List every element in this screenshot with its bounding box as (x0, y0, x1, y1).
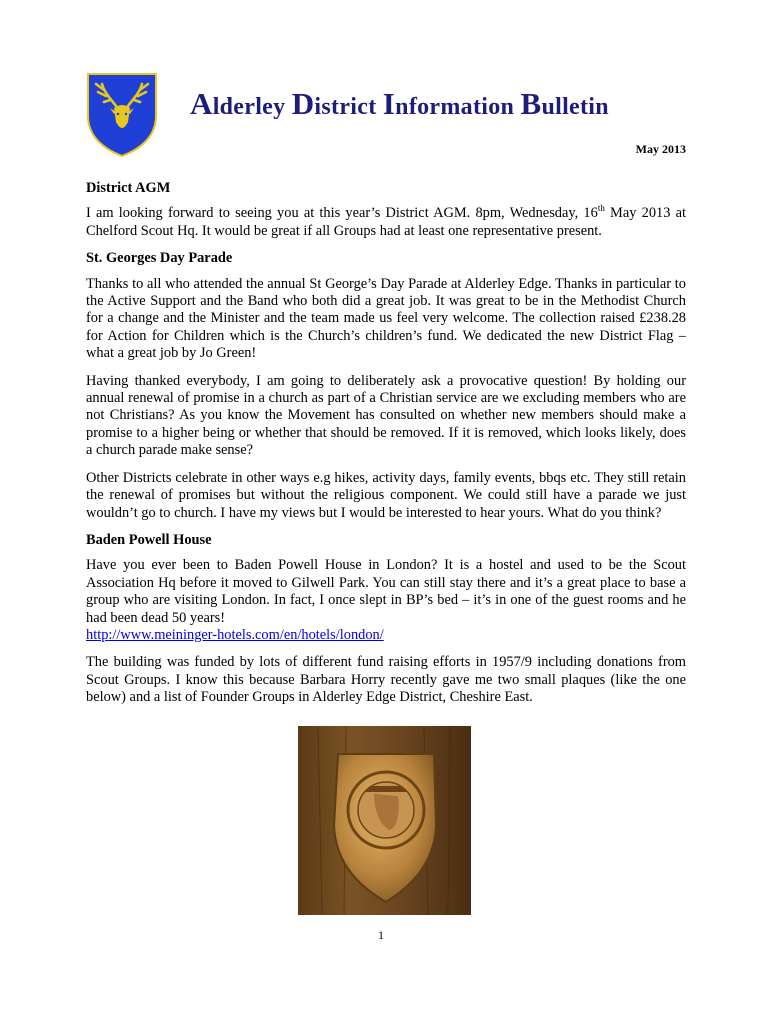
section-heading-agm: District AGM (86, 180, 171, 196)
section-heading-bph: Baden Powell House (86, 531, 212, 548)
ordinal-suffix: th (597, 203, 605, 214)
title-initial-a: A (190, 86, 213, 121)
title-word-district: istrict (314, 94, 383, 120)
title-initial-i: I (382, 86, 396, 121)
title-initial-b: B (520, 86, 542, 121)
title-word-alderley: lderley (212, 94, 292, 120)
title-initial-d: D (291, 86, 315, 121)
parade-paragraph-2: Having thanked everybody, I am going to deliberately ask a provocative question! By holding our annual renewal of promise in a church as part of a Christian service are we excluding members who are not Christians? As you know the Movement has consulted on whether new members should make a promise to a higher being or whether that should be removed. If it is removed, which looks likely, does a church parade make sense? (86, 372, 686, 459)
hostel-link[interactable]: http://www.meininger-hotels.com/en/hotels/london/ (86, 626, 384, 643)
title-word-bulletin: ulletin (541, 94, 609, 120)
district-logo (86, 72, 158, 158)
bulletin-body (86, 180, 686, 717)
agm-text-end: May 2013 at Chelford Scout Hq. It would be great if all Groups had at least one representative present. (86, 205, 686, 239)
bph-text: Have you ever been to Baden Powell House in London? It is a hostel and used to be the Scout Association Hq before it moved to Gilwell Park. You can still stay there and it’s a great place to base a group who are visiting London. In fact, I once slept in BP’s bed – it’s in one of the guest rooms and he had been dead 50 years! (86, 557, 686, 626)
baden-powell-plaque-photo (298, 726, 471, 915)
parade-paragraph-3: Other Districts celebrate in other ways e.g hikes, activity days, family events, bbqs etc. They still retain the renewal of promises but without the religious component. We could still have a parade we just wouldn’t go to church. I have my views but I would be interested to hear yours. What do you think? (86, 469, 686, 521)
section-heading-parade: St. Georges Day Parade (86, 250, 233, 267)
bulletin-date: May 2013 (635, 142, 686, 156)
bph-paragraph-2: The building was funded by lots of different fund raising efforts in 1957/9 including donations from Scout Groups. I know this because Barbara Horry recently gave me two small plaques (like the one below) and a list of Founder Groups in Alderley Edge District, Cheshire East. (86, 654, 686, 706)
bulletin-title (190, 86, 609, 122)
agm-paragraph (86, 205, 686, 240)
bph-paragraph-1 (86, 557, 686, 644)
title-word-information: nformation (395, 94, 521, 120)
parade-paragraph-1: Thanks to all who attended the annual St George’s Day Parade at Alderley Edge. Thanks in particular to the Active Support and the Band who both did a great job. It was great to be in the Methodist Church for a change and the Minister and the team made us feel very welcome. The collection raised £238.28 for Action for Children which is the Church’s children’s fund. We dedicated the new District Flag – what a great job by Jo Green! (86, 275, 686, 362)
agm-text-start: I am looking forward to seeing you at this year’s District AGM. 8pm, Wednesday, 16 (86, 205, 598, 222)
page-number: 1 (378, 928, 384, 942)
